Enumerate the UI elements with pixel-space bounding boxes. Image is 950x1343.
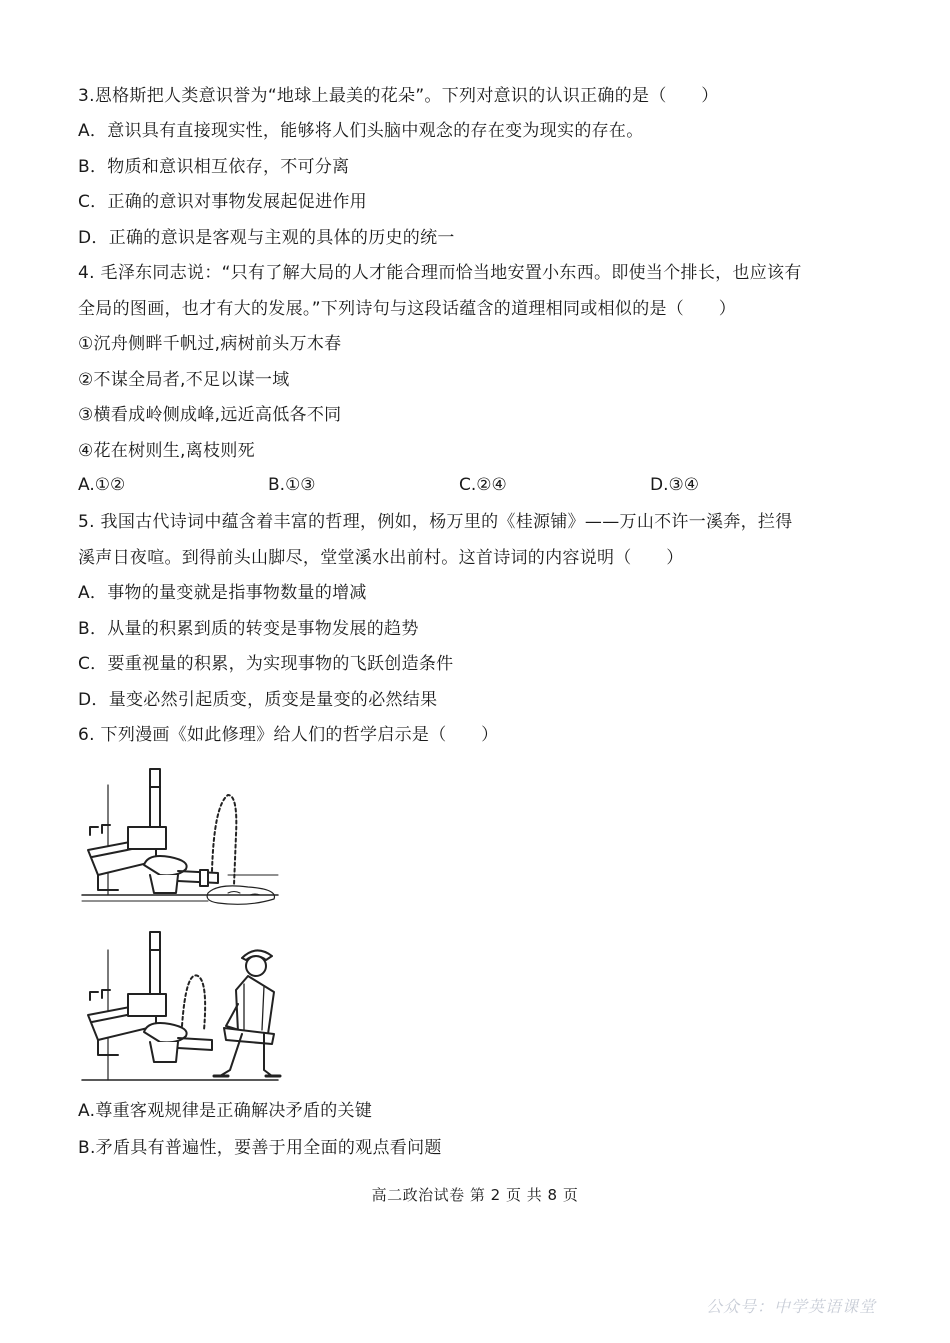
question-4-stem-line-1: 4. 毛泽东同志说：“只有了解大局的人才能合理而恰当地安置小东西。即使当个排长，也应该有 [78,263,802,283]
question-4-item-1: ①沉舟侧畔千帆过,病树前头万木春 [78,334,342,354]
question-4-item-3: ③横看成岭侧成峰,远近高低各不同 [78,405,342,425]
cartoon-panel-leak [78,765,288,915]
question-3-option-a: A．意识具有直接现实性，能够将人们头脑中观念的存在变为现实的存在。 [78,121,644,141]
question-5-option-a: A．事物的量变就是指事物数量的增减 [78,583,367,603]
question-4-stem-line-2: 全局的图画，也才有大的发展。”下列诗句与这段话蕴含的道理相同或相似的是（ ） [78,299,737,319]
question-3-option-d: D．正确的意识是客观与主观的具体的历史的统一 [78,228,455,248]
page-footer: 高二政治试卷 第 2 页 共 8 页 [371,1186,579,1204]
question-4-option-a: A.①② [78,475,126,495]
cartoon-panel-repair [78,930,288,1085]
question-6-option-a: A.尊重客观规律是正确解决矛盾的关键 [78,1101,373,1121]
question-4-option-c: C.②④ [459,475,507,495]
question-4-item-2: ②不谋全局者,不足以谋一域 [78,370,290,390]
question-5-option-d: D．量变必然引起质变，质变是量变的必然结果 [78,690,438,710]
question-3-option-b: B．物质和意识相互依存，不可分离 [78,157,350,177]
question-4-option-b: B.①③ [268,475,316,495]
question-5-stem-line-2: 溪声日夜喧。到得前头山脚尽，堂堂溪水出前村。这首诗词的内容说明（ ） [78,548,684,568]
question-5-stem-line-1: 5. 我国古代诗词中蕴含着丰富的哲理，例如，杨万里的《桂源铺》——万山不许一溪奔，拦得 [78,512,793,532]
question-4-option-d: D.③④ [650,475,699,495]
question-3-stem: 3.恩格斯把人类意识誉为“地球上最美的花朵”。下列对意识的认识正确的是（ ） [78,86,719,106]
question-4-options [78,475,878,499]
question-4-item-4: ④花在树则生,离枝则死 [78,441,255,461]
question-6-option-b: B.矛盾具有普遍性，要善于用全面的观点看问题 [78,1138,442,1158]
question-5-option-b: B．从量的积累到质的转变是事物发展的趋势 [78,619,419,639]
question-5-option-c: C．要重视量的积累，为实现事物的飞跃创造条件 [78,654,454,674]
question-6-stem: 6. 下列漫画《如此修理》给人们的哲学启示是（ ） [78,725,499,745]
watermark: 公众号：中学英语课堂 [705,1297,876,1316]
question-3-option-c: C．正确的意识对事物发展起促进作用 [78,192,367,212]
